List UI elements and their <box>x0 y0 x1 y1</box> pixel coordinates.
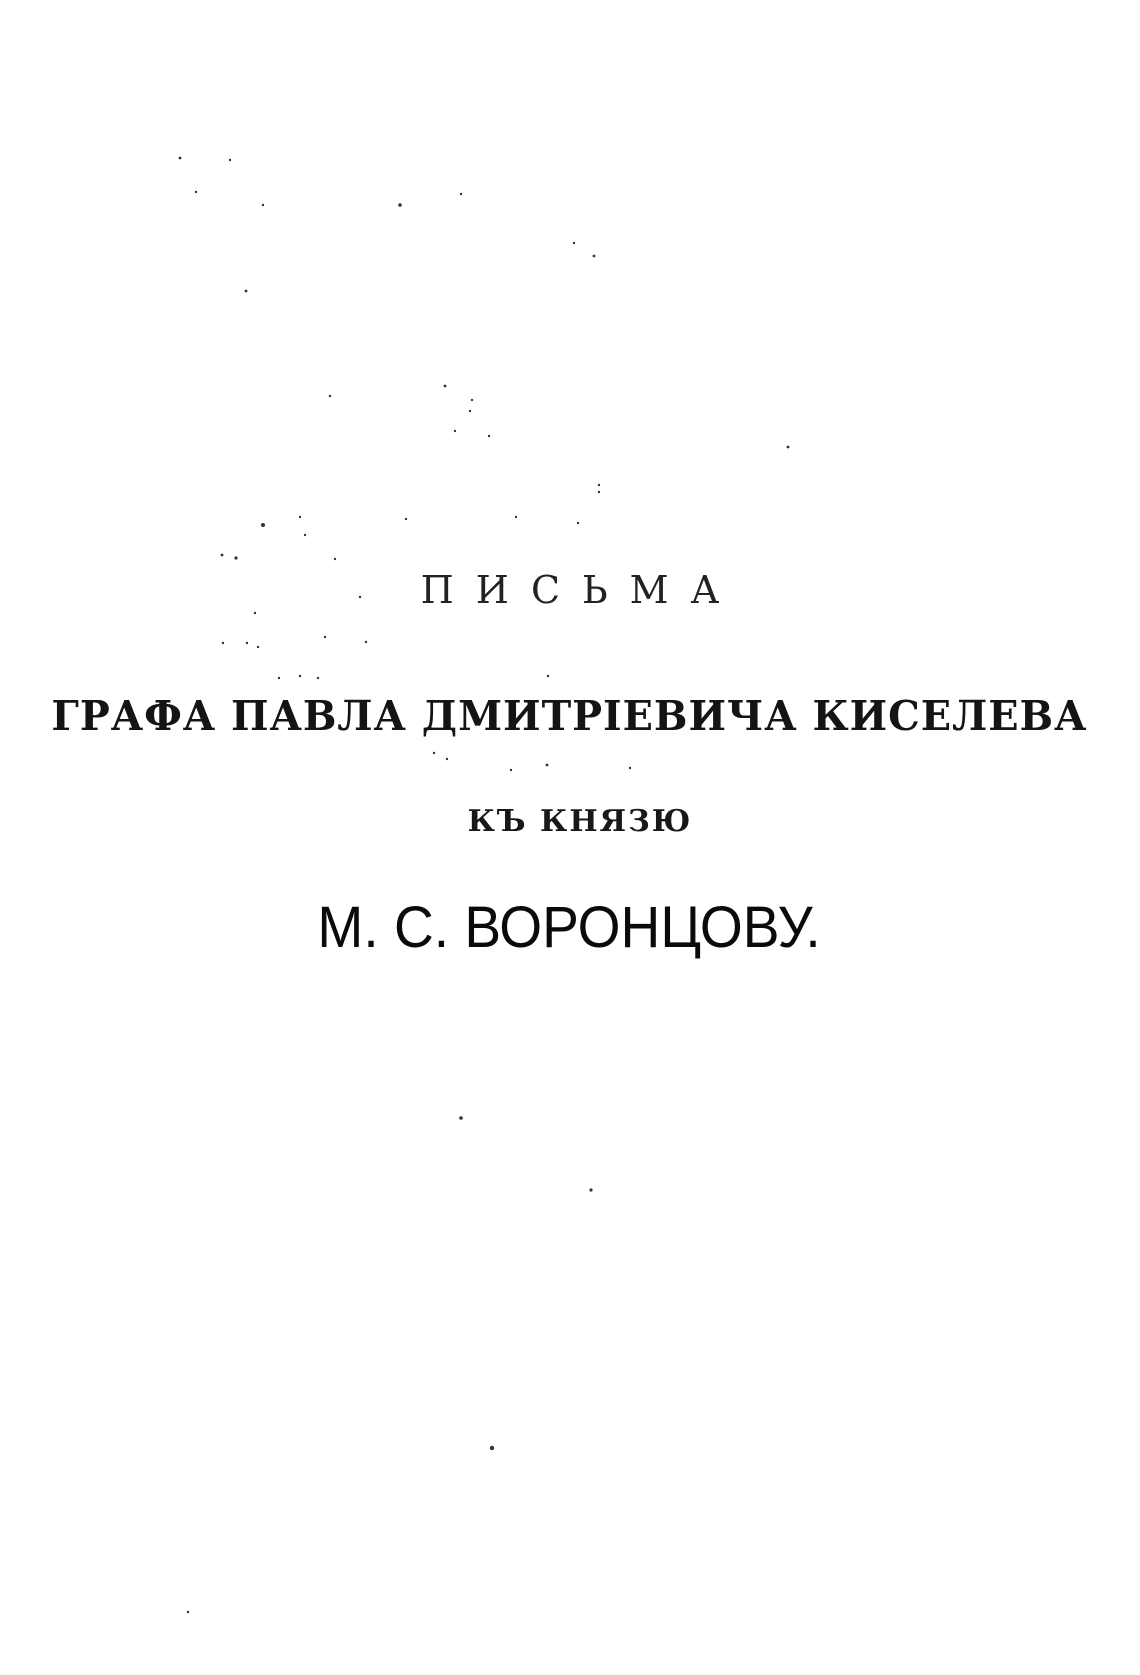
book-title: ПИСЬМА <box>420 568 742 612</box>
author-line: ГРАФА ПАВЛА ДМИТРІЕВИЧА КИСЕЛЕВА <box>51 692 1088 740</box>
recipient-name: М. С. ВОРОНЦОВУ. <box>317 895 821 960</box>
preposition-line: КЪ КНЯЗЮ <box>467 804 693 839</box>
